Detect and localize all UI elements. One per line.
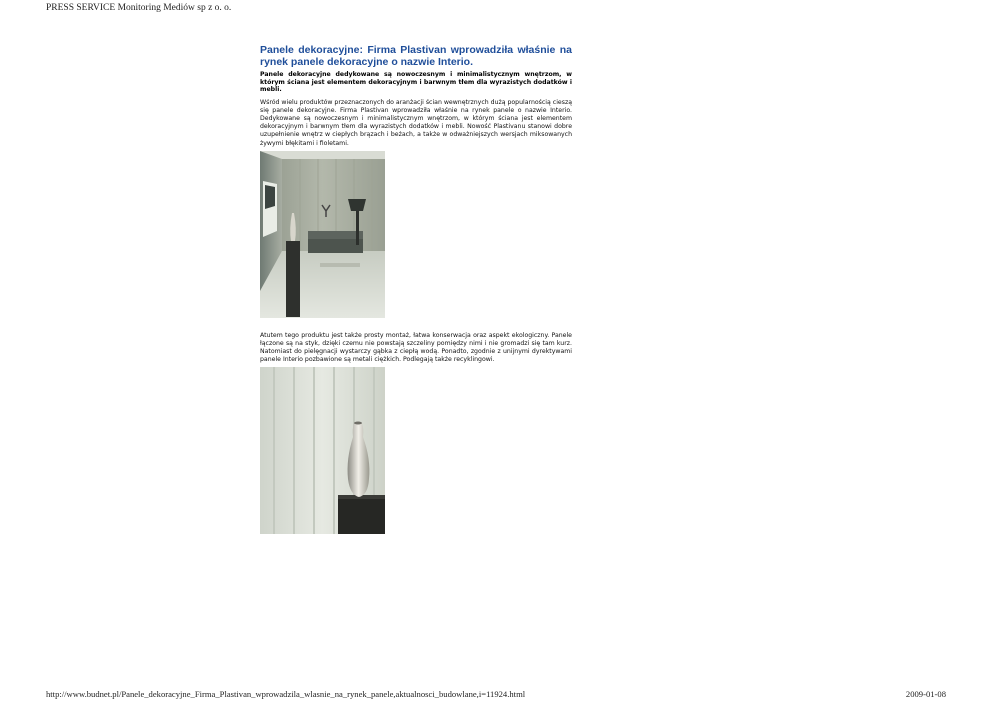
source-url[interactable]: http://www.budnet.pl/Panele_dekoracyjne_Firma_Plastivan_wprowadzila_wlasnie_na_rynek_panele,aktualnosci_budowlane,i=11924.html	[46, 689, 526, 699]
article-lead: Panele dekoracyjne dedykowane są nowoczesnym i minimalistycznym wnętrzom, w którym ściana jest elementem dekoracyjnym i barwnym tłem dla wyrazistych dodatków i mebli.	[260, 71, 572, 94]
vase-photo	[260, 367, 385, 534]
article-paragraph-2: Atutem tego produktu jest także prosty montaż, łatwa konserwacja oraz aspekt ekologiczny. Panele łączone są na styk, dzięki czemu nie powstają szczeliny pomiędzy nimi i nie gromadzi się tam kurz. Natomiast do pielęgnacji wystarczy gąbka z ciepłą wodą. Ponadto, zgodnie z unijnymi dyrektywami panele Interio pozbawione są metali ciężkich. Podlegają także recyklingowi.	[260, 331, 572, 363]
footer-date: 2009-01-08	[905, 689, 946, 699]
interior-photo-living-room	[260, 151, 385, 318]
header-organization: PRESS SERVICE Monitoring Mediów sp z o. o.	[46, 3, 232, 13]
article-title: Panele dekoracyjne: Firma Plastivan wprowadziła właśnie na rynek panele dekoracyjne o nazwie Interio.	[260, 44, 572, 68]
article-paragraph-1: Wśród wielu produktów przeznaczonych do aranżacji ścian wewnętrznych dużą popularnością cieszą się panele dekoracyjne. Firma Plastivan wprowadziła właśnie na rynek panele o nazwie Interio. Dedykowane są nowoczesnym i minimalistycznym wnętrzom, w którym ściana jest elementem dekoracyjnym i barwnym tłem dla wyrazistych dodatków i mebli. Nowość Plastivanu stanowi dobre uzupełnienie wnętrz w ciepłych brązach i beżach, a także w odważniejszych wersjach miksowanych żywymi błękitami i fioletami.	[260, 99, 572, 147]
article	[260, 44, 572, 534]
